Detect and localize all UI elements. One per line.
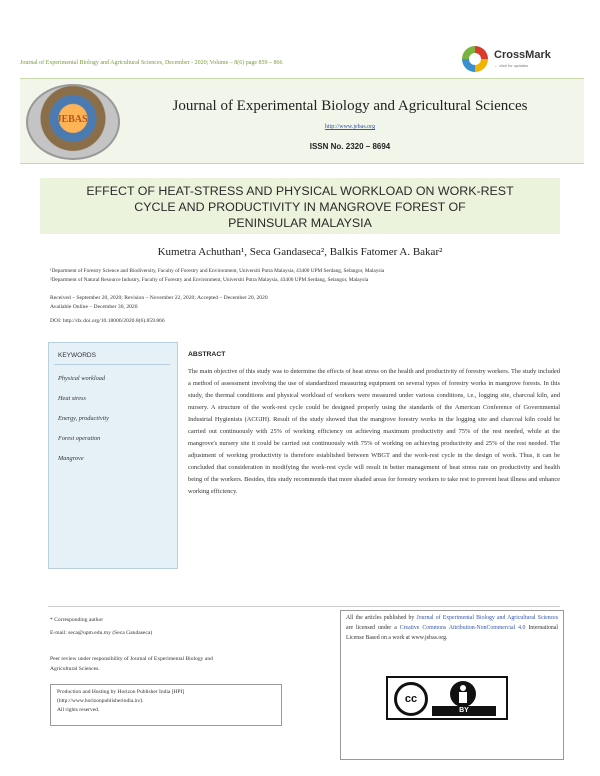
affiliation-2: ²Department of Natural Resource Industry, Faculty of Forestry and Environment, Universiti Putra Malaysia, 43400 UPM Serdang, Selangor, Malaysia <box>50 277 369 283</box>
hosting-box <box>50 684 282 726</box>
abstract-text: The main objective of this study was to determine the effects of heat stress on the health and productivity of forestry workers. The study included a method of assessment involving the use of standardized measuring equipment on several types of forestry works in mangrove forests. In this study, the thermal conditions and physical workload of workers were measured under various conditions, i.e., logging site, charcoal kiln, and nursery. A structure of the work-rest cycle could be designed properly using the standards of the American Conference of Governmental Industrial Hygienists (ACGIH). Result of the study showed that the mangrove forestry works in the logging site and charcoal kiln could be carried out continuously with 25% of working efficiency on achieving maximum productivity and 75% of the rest needed, while at the mangrove's nursery site it could be carried out continuously with 75% of working on achieving productivity and 25% of the rest needed. The adjustment of working productivity is therefore established between WBGT and the work-rest cycle in the design of work. Thus, it can be concluded that consideration in modifying the work-rest cycle will result in better management of heat stress rate on productivity and health being of the workers. Besides, this study recommends that more shaded areas for forestry workers to take rest to prevent heat illness and enhance working efficiency. <box>188 368 560 495</box>
attribution-person-icon <box>450 681 476 707</box>
footer-divider <box>48 606 560 607</box>
authors: Kumetra Achuthan¹, Seca Gandaseca², Balkis Fatomer A. Bakar² <box>157 246 443 258</box>
journal-citation: Journal of Experimental Biology and Agricultural Sciences, December - 2020; Volume – 8(6) page 859 – 866 <box>20 60 283 66</box>
license-name-link[interactable]: Creative Commons Attribution-NonCommercial 4.0 <box>399 625 526 631</box>
hosting-line: All rights reserved. <box>57 707 100 713</box>
license-mid: are licensed under a <box>346 625 400 631</box>
corresponding-author: * Corresponding author <box>50 617 104 623</box>
crossmark-badge[interactable] <box>462 46 582 74</box>
by-label: BY <box>432 706 496 716</box>
affiliation-1: ¹Department of Forestry Science and Biodiversity, Faculty of Forestry and Environment, Universiti Putra Malaysia, 43400 UPM Serdang, Selangor, Malaysia <box>50 268 385 274</box>
online-date: Available Online – December 30, 2020 <box>50 304 138 310</box>
title-line: CYCLE AND PRODUCTIVITY IN MANGROVE FOREST OF <box>134 200 466 214</box>
hosting-line: Production and Hosting by Horizon Publisher India [HPI] <box>57 689 185 695</box>
peer-review-line: Peer review under responsibility of Journal of Experimental Biology and <box>50 656 213 662</box>
crossmark-icon <box>462 46 488 72</box>
title-line: EFFECT OF HEAT-STRESS AND PHYSICAL WORKLOAD ON WORK-REST <box>86 184 514 198</box>
journal-name: Journal of Experimental Biology and Agricultural Sciences <box>172 98 528 114</box>
crossmark-label: CrossMark <box>494 49 551 61</box>
title-line: PENINSULAR MALAYSIA <box>228 216 372 230</box>
keywords-heading: KEYWORDS <box>58 352 96 359</box>
license-journal-link[interactable]: Journal of Experimental Biology and Agricultural Sciences <box>416 615 558 621</box>
issn: ISSN No. 2320 – 8694 <box>309 142 391 151</box>
keyword-item: Heat stress <box>58 395 86 402</box>
received-dates: Received – September 20, 2020; Revision – November 22, 2020; Accepted – December 20, 2020 <box>50 295 268 301</box>
cc-by-badge[interactable] <box>386 676 508 720</box>
license-prefix: All the articles published by <box>346 615 417 621</box>
keyword-item: Mangrove <box>58 455 84 462</box>
crossmark-sub: ← click for updates <box>494 63 529 68</box>
journal-logo-text: JEBAS <box>56 114 88 125</box>
license-text <box>346 613 558 643</box>
keywords-divider <box>54 364 170 365</box>
license-suffix: International License Based on a work at www.jebas.org. <box>346 625 558 641</box>
keyword-item: Physical workload <box>58 375 106 382</box>
doi[interactable]: DOI: http://dx.doi.org/10.18006/2020.8(6).859.866 <box>50 318 165 324</box>
hosting-line: (http://www.horizonpublisherindia.in/). <box>57 698 144 704</box>
corresponding-email[interactable]: E-mail: seca@upm.edu.my (Seca Gandaseca) <box>50 630 153 636</box>
cc-icon: cc <box>394 682 428 716</box>
journal-url-link[interactable]: http://www.jebas.org <box>324 124 376 130</box>
keyword-item: Energy, productivity <box>58 415 109 422</box>
keyword-item: Forest operation <box>58 435 101 442</box>
peer-review-line: Agricultural Sciences. <box>50 666 100 672</box>
abstract-heading: ABSTRACT <box>188 351 226 358</box>
paper-title <box>60 183 540 231</box>
